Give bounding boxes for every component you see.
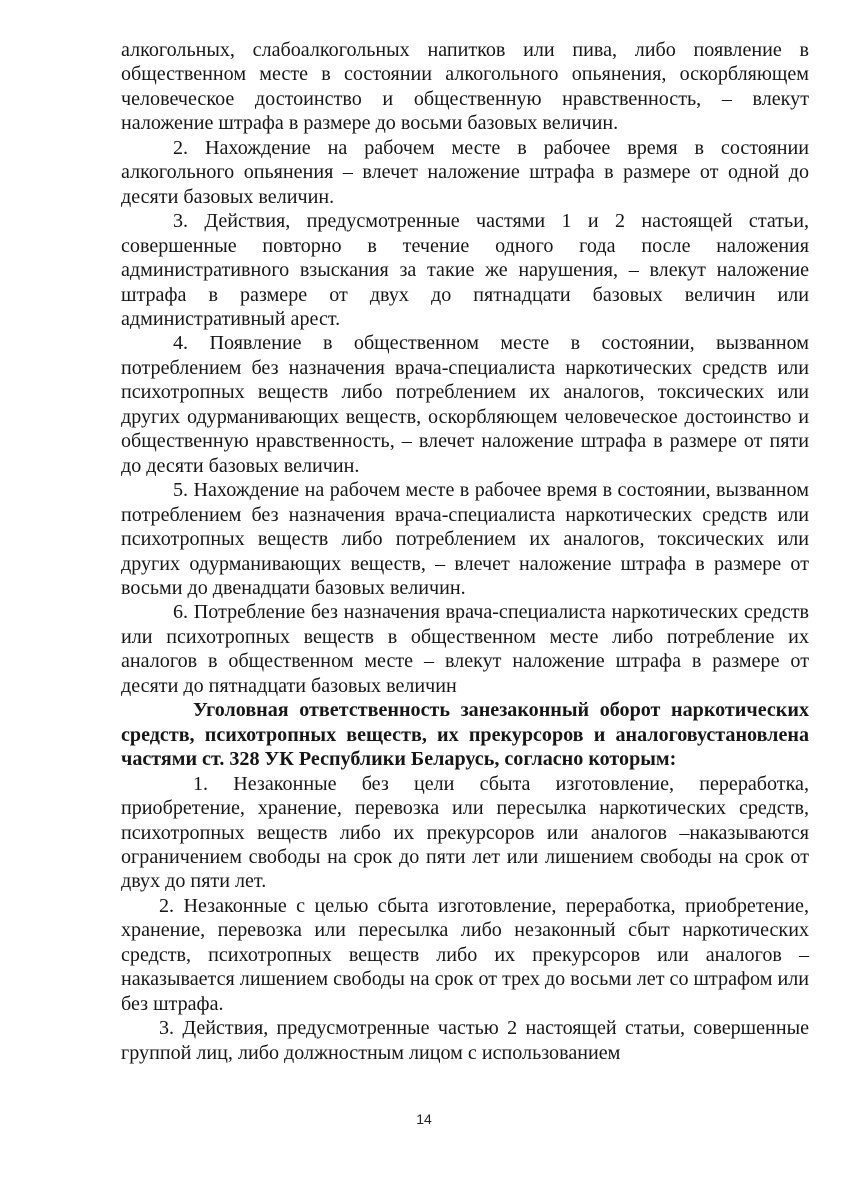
paragraph-continuation: алкогольных, слабоалкогольных напитков или пива, либо появление в общественном месте в состоянии алкогольного опьянения, оскорбляющем человеческое достоинство и общественную нравственность, – влекут наложение штрафа в размере до восьми базовых величин.	[121, 39, 809, 135]
paragraph-item-4: 4. Появление в общественном месте в состоянии, вызванном потреблением без назначения врача-специалиста наркотических средств или психотропных веществ либо потреблением их аналогов, токсических или других одурманивающих веществ, оскорбляющем человеческое достоинство и общественную нравственность, – влечет наложение штрафа в размере от пяти до десяти базовых величин.	[121, 332, 809, 477]
paragraph-item-3: 3. Действия, предусмотренные частями 1 и 2 настоящей статьи, совершенные повторно в течение одного года после наложения административного взыскания за такие же нарушения, – влекут наложение штрафа в размере от двух до пятнадцати базовых величин или административный арест.	[121, 210, 809, 330]
paragraph-item-2: 2. Нахождение на рабочем месте в рабочее время в состоянии алкогольного опьянения – влечет наложение штрафа в размере от одной до десяти базовых величин.	[121, 136, 809, 208]
paragraph-article-part-3: 3. Действия, предусмотренные частью 2 настоящей статьи, совершенные группой лиц, либо должностным лицом с использованием	[121, 1017, 809, 1064]
paragraph-article-part-1: 1. Незаконные без цели сбыта изготовление, переработка, приобретение, хранение, перевозка или пересылка наркотических средств, психотропных веществ либо их прекурсоров или аналогов –наказываются ограничением свободы на срок до пяти лет или лишением свободы на срок от двух до пяти лет.	[121, 772, 809, 893]
section-heading-criminal-liability: Уголовная ответственность занезаконный оборот наркотических средств, психотропных веществ, их прекурсоров и аналоговустановлена частями ст. 328 УК Республики Беларусь, согласно которым:	[121, 699, 809, 771]
paragraph-article-part-2: 2. Незаконные с целью сбыта изготовление, переработка, приобретение, хранение, перевозка или пересылка либо незаконный сбыт наркотических средств, психотропных веществ либо их прекурсоров или аналогов – наказывается лишением свободы на срок от трех до восьми лет со штрафом или без штрафа.	[121, 894, 809, 1015]
paragraph-item-6: 6. Потребление без назначения врача-специалиста наркотических средств или психотропных веществ в общественном месте либо потребление их аналогов в общественном месте – влекут наложение штрафа в размере от десяти до пятнадцати базовых величин	[121, 601, 809, 697]
page-number: 14	[416, 1111, 432, 1127]
document-body	[121, 38, 809, 1065]
paragraph-item-5: 5. Нахождение на рабочем месте в рабочее время в состоянии, вызванном потреблением без назначения врача-специалиста наркотических средств или психотропных веществ либо потреблением их аналогов, токсических или других одурманивающих веществ, – влечет наложение штрафа в размере от восьми до двенадцати базовых величин.	[121, 479, 809, 599]
